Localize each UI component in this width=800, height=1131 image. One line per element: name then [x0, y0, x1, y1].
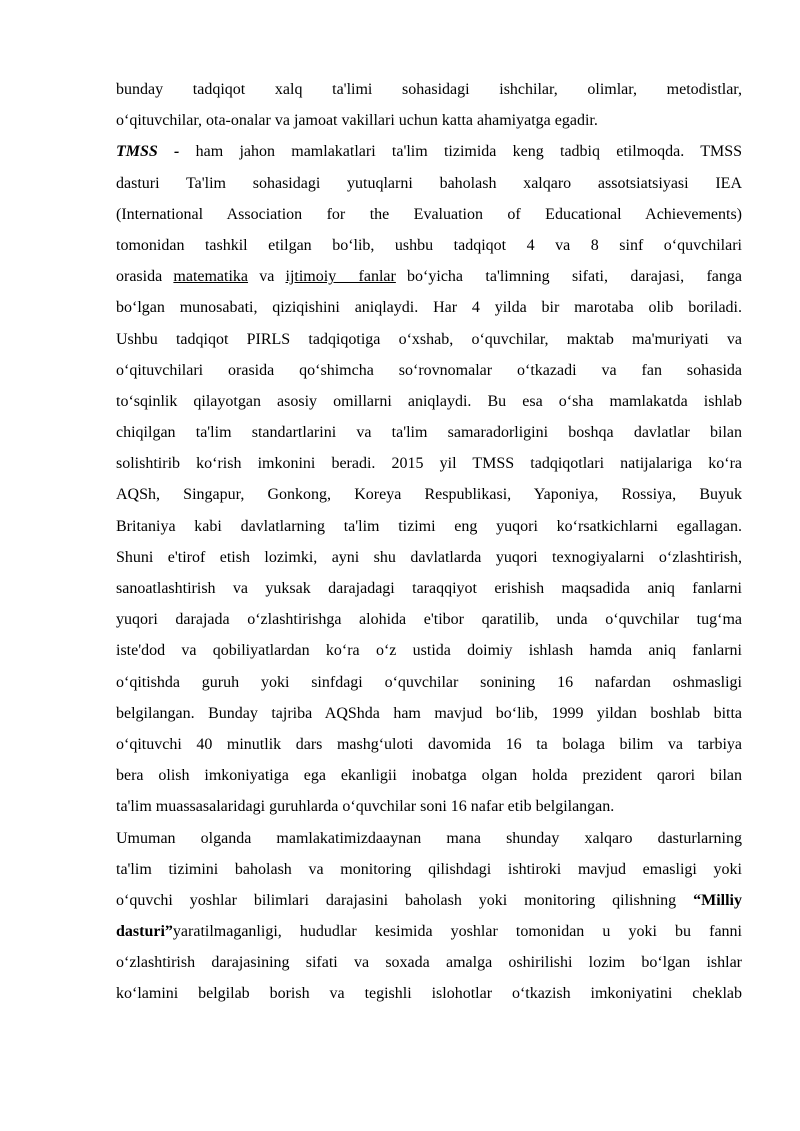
text-fragment: orasida	[116, 268, 174, 286]
text-line: o‘qitishda guruh yoki sinfdagi o‘quvchilar sonining 16 nafardan oshmasligi	[116, 673, 742, 691]
text-fragment: yaratilmaganligi, hududlar kesimida yoshlar tomonidan u yoki bu fanni	[172, 923, 742, 941]
text-fragment: o‘quvchi yoshlar bilimlari darajasini baholash yoki monitoring qilishning	[116, 891, 694, 909]
text-line: iste'dod va qobiliyatlardan ko‘ra o‘z ustida doimiy ishlash hamda aniq fanlarni	[116, 642, 742, 660]
text-line: o‘qituvchi 40 minutlik dars mashg‘uloti davomida 16 ta bolaga bilim va tarbiya	[116, 735, 742, 753]
text-line: chiqilgan ta'lim standartlarini va ta'lim samaradorligini boshqa davlatlar bilan	[116, 424, 742, 442]
text-line: (International Association for the Evaluation of Educational Achievements)	[116, 205, 742, 223]
milliy-dasturi-bold: dasturi”	[116, 923, 173, 941]
text-line: bunday tadqiqot xalq ta'limi sohasidagi ishchilar, olimlar, metodistlar,	[116, 81, 742, 98]
text-line: ta'lim muassasalaridagi guruhlarda o‘quvchilar soni 16 nafar etib belgilangan.	[116, 798, 615, 816]
tmss-heading: TMSS -	[116, 143, 180, 161]
text-line	[116, 261, 742, 292]
text-line: o‘qituvchilar, ota-onalar va jamoat vakillari uchun katta ahamiyatga egadir.	[116, 112, 598, 130]
text-line: bo‘lgan munosabati, qiziqishini aniqlaydi. Har 4 yilda bir marotaba olib boriladi.	[116, 299, 742, 317]
text-line: sanoatlashtirish va yuksak darajadagi taraqqiyot erishish maqsadida aniq fanlarni	[116, 580, 742, 597]
text-line: bera olish imkoniyatiga ega ekanligii inobatga olgan holda prezident qarori bilan	[116, 767, 742, 785]
text-line	[116, 885, 742, 916]
text-line: belgilangan. Bunday tajriba AQShda ham mavjud bo‘lib, 1999 yildan boshlab bitta	[116, 704, 742, 722]
link-ijtimoiy-fanlar[interactable]: ijtimoiy fanlar	[285, 268, 396, 286]
text-line: Shuni e'tirof etish lozimki, ayni shu davlatlarda yuqori texnogiyalarni o‘zlashtirish,	[116, 548, 742, 566]
milliy-dasturi-bold: “Milliy	[693, 891, 742, 909]
text-line: yuqori darajada o‘zlashtirishga alohida e'tibor qaratilib, unda o‘quvchilar tug‘ma	[116, 611, 742, 629]
text-line	[116, 916, 742, 947]
text-fragment: ham jahon mamlakatlari ta'lim tizimida keng tadbiq etilmoqda. TMSS	[179, 143, 742, 161]
text-line: tomonidan tashkil etilgan bo‘lib, ushbu tadqiqot 4 va 8 sinf o‘quvchilari	[116, 236, 742, 254]
text-line: o‘zlashtirish darajasining sifati va soxada amalga oshirilishi lozim bo‘lgan ishlar	[116, 954, 742, 972]
text-line: ko‘lamini belgilab borish va tegishli islohotlar o‘tkazish imkoniyatini cheklab	[116, 985, 742, 1003]
text-fragment: bo‘yicha ta'limning sifati, darajasi, fanga	[395, 268, 742, 286]
text-line: Umuman olganda mamlakatimizdaaynan mana shunday xalqaro dasturlarning	[116, 829, 742, 847]
text-line: to‘sqinlik qilayotgan asosiy omillarni aniqlaydi. Bu esa o‘sha mamlakatda ishlab	[116, 392, 742, 410]
text-line: solishtirib ko‘rish imkonini beradi. 2015 yil TMSS tadqiqotlari natijalariga ko‘ra	[116, 455, 742, 473]
text-line: AQSh, Singapur, Gonkong, Koreya Respublikasi, Yaponiya, Rossiya, Buyuk	[116, 486, 742, 504]
text-line: ta'lim tizimini baholash va monitoring qilishdagi ishtiroki mavjud emasligi yoki	[116, 860, 742, 878]
document-page	[116, 74, 742, 1010]
text-line: dasturi Ta'lim sohasidagi yutuqlarni baholash xalqaro assotsiatsiyasi IEA	[116, 174, 742, 192]
text-line: Britaniya kabi davlatlarning ta'lim tizimi eng yuqori ko‘rsatkichlarni egallagan.	[116, 517, 742, 535]
text-fragment: va	[248, 268, 286, 286]
text-line: Ushbu tadqiqot PIRLS tadqiqotiga o‘xshab, o‘quvchilar, maktab ma'muriyati va	[116, 330, 742, 348]
text-line	[116, 136, 742, 167]
text-line: o‘qituvchilari orasida qo‘shimcha so‘rovnomalar o‘tkazadi va fan sohasida	[116, 361, 742, 379]
link-matematika[interactable]: matematika	[173, 268, 249, 286]
